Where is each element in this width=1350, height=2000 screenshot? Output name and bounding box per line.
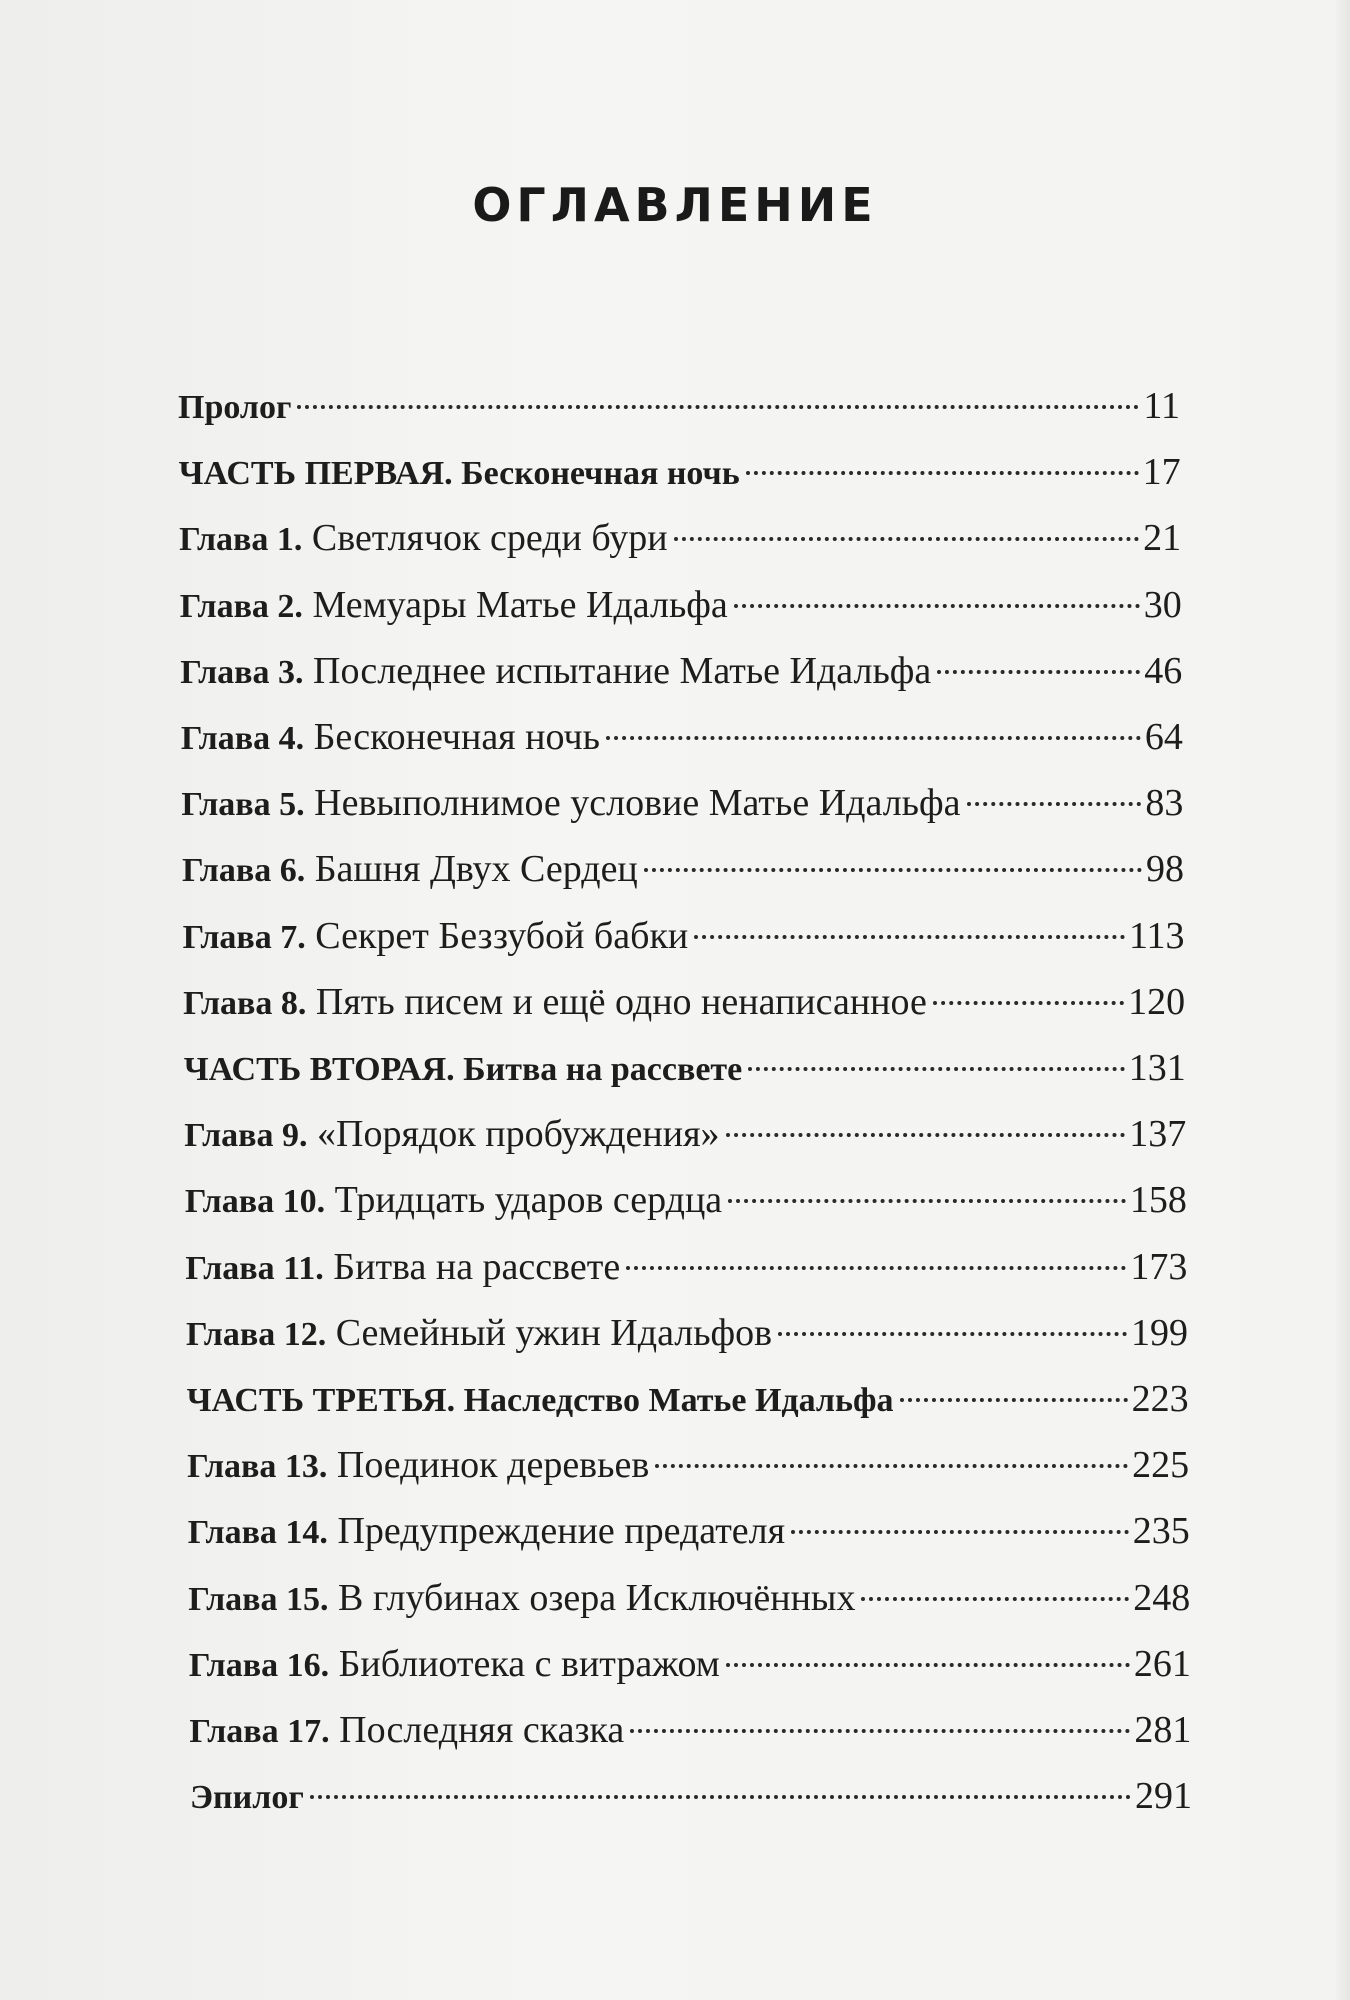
toc-page-number: 261 [1133,1642,1191,1685]
toc-entry-text [184,1106,719,1164]
toc-entry-label: Глава 14. [187,1514,328,1552]
toc-entry-title: Мемуары Матье Идальфа [312,583,728,626]
page-title: ОГЛАВЛЕНИЕ [472,178,878,232]
dot-leader [937,670,1140,674]
dot-leader [778,1332,1127,1336]
toc-entry-text [183,974,927,1032]
toc-entry-label: Глава 1. [179,521,303,559]
toc-page-number: 83 [1145,782,1184,825]
toc-entry-title: Бесконечная ночь [313,716,600,758]
toc-part-entry [179,444,1181,500]
toc-entry-title: Последнее испытание Матье Идальфа [313,649,932,692]
dot-leader [297,405,1139,409]
toc-entry-text [187,1373,894,1429]
dot-leader [694,935,1125,939]
toc-entry-title: «Порядок пробуждения» [317,1113,720,1156]
toc-page-number: 21 [1143,517,1182,560]
dot-leader [861,1597,1129,1601]
dot-leader [674,537,1140,541]
toc-page-number: 281 [1134,1709,1192,1751]
toc-entry-text [186,1305,772,1363]
toc-entry-title: Светлячок среди бури [311,517,668,560]
toc-entry-text [187,1437,649,1495]
toc-entry-label: Глава 6. [182,852,306,890]
toc-page-number: 11 [1143,385,1180,427]
toc-entry-title: Предупреждение предателя [337,1510,786,1553]
toc-entry-label: Глава 8. [183,984,307,1022]
dot-leader [933,1001,1124,1005]
dot-leader [734,604,1140,608]
toc-entry-text [188,1503,785,1561]
toc-entry-title: Наследство Матье Идальфа [463,1382,894,1419]
toc-page-number: 46 [1144,649,1183,692]
dot-leader [630,1729,1130,1733]
toc-entry-text [179,446,740,502]
toc-entry-label: ЧАСТЬ ТРЕТЬЯ. [186,1382,456,1419]
toc-page-number: 235 [1132,1510,1190,1553]
toc-entry-label: Глава 16. [188,1646,330,1684]
toc-entry-title: Последняя сказка [339,1709,625,1751]
toc-page-number: 173 [1130,1245,1188,1288]
toc-entry [183,974,1185,1030]
toc-entry-title: Секрет Беззубой бабки [315,914,689,957]
toc-entry-label: Глава 3. [180,653,304,691]
toc-page-number: 158 [1129,1179,1187,1222]
toc-entry [187,1437,1189,1493]
dot-leader [791,1530,1129,1534]
toc-entry-title: В глубинах озера Исключённых [338,1576,856,1619]
dot-leader [748,1067,1124,1071]
toc-entry [182,841,1184,897]
toc-entry-title: Бесконечная ночь [461,455,740,493]
toc-entry [189,1636,1191,1692]
toc-entry [180,577,1182,633]
toc-page-number: 291 [1135,1775,1192,1818]
toc-entry [186,1305,1188,1361]
toc-entry-label: Глава 9. [184,1117,308,1155]
toc-entry [183,908,1185,964]
dot-leader [644,868,1142,872]
toc-entry-text [188,1570,855,1628]
toc-entry-label: Глава 11. [185,1249,324,1287]
toc-entry-label: Глава 4. [180,720,305,757]
dot-leader [310,1795,1131,1799]
dot-leader [726,1133,1126,1137]
toc-entry [188,1570,1190,1626]
toc-entry-text [185,1172,722,1230]
toc-page-number: 30 [1143,583,1182,626]
toc-entry-label: Пролог [178,389,292,426]
toc-entry-label: Глава 2. [179,587,303,625]
toc-entry-text [184,1042,743,1098]
toc-entry [185,1239,1187,1295]
dot-leader [967,802,1142,806]
toc-part-entry [187,1371,1189,1427]
dot-leader [746,471,1139,475]
toc-entry-text [181,709,600,767]
toc-entry-title: Поединок деревьев [336,1444,650,1487]
toc-entry [189,1702,1191,1758]
toc-entry [180,643,1182,699]
toc-entry-text [182,841,638,899]
toc-entry-text [178,378,291,436]
toc-page-number: 113 [1128,914,1185,957]
toc-entry-title: Семейный ужин Идальфов [335,1311,773,1354]
toc-entry-label: Глава 10. [184,1183,326,1221]
dot-leader [728,1199,1126,1203]
toc-entry-text [185,1239,620,1297]
toc-entry [190,1768,1192,1824]
toc-page-number: 225 [1132,1444,1190,1487]
toc-entry-label: Глава 5. [181,786,305,824]
dot-leader [606,736,1141,740]
toc-entry [184,1106,1186,1162]
toc-entry-text [181,775,960,833]
toc-page-number: 131 [1128,1047,1186,1089]
dot-leader [726,1663,1130,1667]
toc-entry-title: Башня Двух Сердец [314,848,638,891]
toc-entry-text [189,1636,720,1694]
toc-entry [181,709,1183,765]
toc-page-number: 223 [1131,1378,1189,1420]
dot-leader [655,1464,1128,1468]
toc-entry-label: Глава 13. [187,1448,328,1486]
dot-leader [626,1266,1126,1270]
toc-page-number: 17 [1142,451,1181,494]
toc-entry-label: ЧАСТЬ ВТОРАЯ. [183,1051,455,1088]
toc-entry-label: Эпилог [190,1779,304,1817]
toc-entry [188,1503,1190,1559]
toc-entry-label: Глава 17. [189,1713,330,1750]
toc-entry-label: ЧАСТЬ ПЕРВАЯ. [178,455,453,493]
toc-entry [185,1172,1187,1228]
toc-entry-text [180,643,931,701]
toc-entry-text [180,577,728,635]
toc-entry [179,510,1181,566]
toc-entry-label: Глава 7. [182,918,306,956]
toc-entry-title: Библиотека с витражом [338,1642,720,1685]
toc-entry-text [190,1768,304,1826]
dot-leader [900,1398,1128,1402]
toc-page-number: 98 [1146,848,1184,891]
toc-entry-title: Пять писем и ещё одно ненаписанное [315,980,927,1023]
toc-page-number: 120 [1128,980,1186,1023]
toc-entry [181,775,1183,831]
toc-entry-title: Битва на рассвете [463,1051,743,1088]
toc-entry-text [179,510,667,568]
toc-page-number: 137 [1129,1113,1187,1156]
toc-entry-label: Глава 15. [188,1580,329,1618]
toc-page-number: 248 [1133,1576,1191,1619]
toc-entry-title: Невыполнимое условие Матье Идальфа [314,782,961,825]
toc-entry-title: Битва на рассвете [333,1245,621,1288]
toc-entry-label: Глава 12. [186,1315,327,1353]
toc-entry-text [189,1702,624,1760]
toc-entry-title: Тридцать ударов сердца [334,1179,723,1222]
toc-page-number: 64 [1144,716,1183,758]
toc-entry [178,378,1180,434]
toc-part-entry [184,1040,1186,1096]
toc-entry-text [183,908,689,966]
toc-page-number: 199 [1131,1311,1188,1354]
